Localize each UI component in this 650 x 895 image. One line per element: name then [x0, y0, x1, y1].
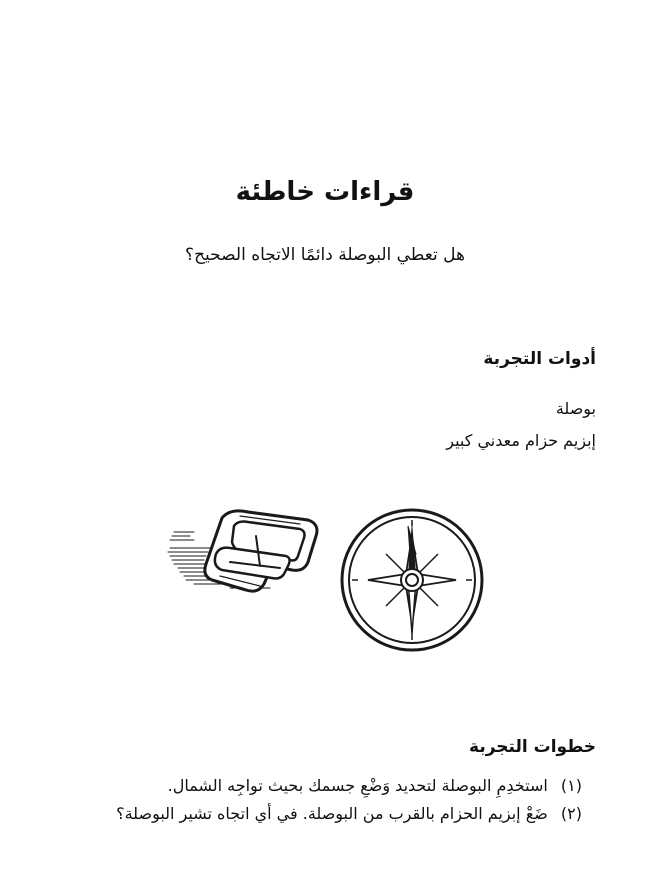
- tool-item-belt-buckle: إبزيم حزام معدني كبير: [446, 431, 596, 450]
- tools-list: [196, 393, 596, 457]
- compass-icon: [342, 510, 482, 650]
- tools-heading: أدوات التجربة: [483, 349, 596, 369]
- steps-list: [112, 772, 582, 828]
- experiment-illustration: [160, 496, 490, 656]
- belt-buckle-icon: [168, 511, 317, 591]
- steps-heading: خطوات التجربة: [469, 737, 596, 757]
- step-number: (١): [560, 776, 582, 795]
- step-text: استخدِمِ البوصلة لتحديد وَضْعِ جسمك بحيث تواجِه الشمال.: [167, 776, 548, 795]
- step-item: [112, 772, 582, 800]
- experiment-question: هل تعطي البوصلة دائمًا الاتجاه الصحيح؟: [185, 245, 465, 265]
- step-item: [112, 800, 582, 828]
- step-text: ضَعْ إبزيم الحزام بالقرب من البوصلة. في أي اتجاه تشير البوصلة؟: [116, 804, 548, 823]
- page-title: قراءات خاطئة: [235, 177, 415, 207]
- tool-item-compass: بوصلة: [555, 399, 596, 418]
- step-number: (٢): [560, 804, 582, 823]
